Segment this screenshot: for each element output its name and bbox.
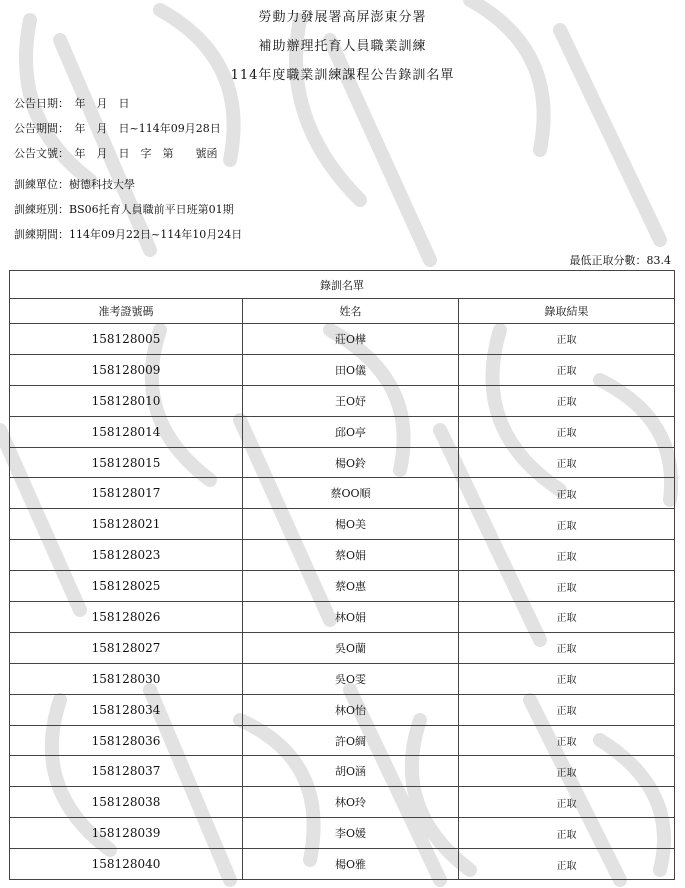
column-header-exam-number: 准考證號碼 xyxy=(10,299,243,324)
result-cell: 正取 xyxy=(459,571,675,602)
column-header-name: 姓名 xyxy=(243,299,459,324)
result-cell: 正取 xyxy=(459,663,675,694)
announcement-date: 公告日期： 年 月 日 xyxy=(14,97,130,110)
name-cell: 李O媛 xyxy=(243,818,459,849)
result-cell: 正取 xyxy=(459,354,675,385)
name-cell: 楊O鈴 xyxy=(243,447,459,478)
result-cell: 正取 xyxy=(459,447,675,478)
exam-number-cell: 158128030 xyxy=(10,663,243,694)
column-header-result: 錄取結果 xyxy=(459,299,675,324)
result-cell: 正取 xyxy=(459,324,675,355)
exam-number-cell: 158128034 xyxy=(10,694,243,725)
training-unit: 訓練單位：樹德科技大學 xyxy=(14,178,135,191)
result-cell: 正取 xyxy=(459,540,675,571)
result-cell: 正取 xyxy=(459,632,675,663)
name-cell: 吳O雯 xyxy=(243,663,459,694)
result-cell: 正取 xyxy=(459,818,675,849)
result-cell: 正取 xyxy=(459,385,675,416)
result-cell: 正取 xyxy=(459,478,675,509)
exam-number-cell: 158128027 xyxy=(10,632,243,663)
table-row xyxy=(10,478,675,509)
program-title: 補助辦理托育人員職業訓練 xyxy=(258,39,427,54)
exam-number-cell: 158128009 xyxy=(10,354,243,385)
table-row xyxy=(10,540,675,571)
result-cell: 正取 xyxy=(459,756,675,787)
exam-number-cell: 158128017 xyxy=(10,478,243,509)
name-cell: 蔡O惠 xyxy=(243,571,459,602)
result-cell: 正取 xyxy=(459,694,675,725)
name-cell: 林O怡 xyxy=(243,694,459,725)
exam-number-cell: 158128005 xyxy=(10,324,243,355)
name-cell: 林O娟 xyxy=(243,602,459,633)
admission-table xyxy=(9,270,675,880)
table-caption: 錄訓名單 xyxy=(10,271,675,299)
exam-number-cell: 158128023 xyxy=(10,540,243,571)
result-cell: 正取 xyxy=(459,416,675,447)
table-body xyxy=(10,324,675,880)
result-cell: 正取 xyxy=(459,509,675,540)
table-row xyxy=(10,385,675,416)
name-cell: 吳O蘭 xyxy=(243,632,459,663)
table-row xyxy=(10,509,675,540)
table-row xyxy=(10,416,675,447)
result-cell: 正取 xyxy=(459,602,675,633)
exam-number-cell: 158128014 xyxy=(10,416,243,447)
name-cell: 蔡O娟 xyxy=(243,540,459,571)
announcement-doc-number: 公告文號： 年 月 日 字 第 號函 xyxy=(14,147,218,160)
exam-number-cell: 158128015 xyxy=(10,447,243,478)
exam-number-cell: 158128038 xyxy=(10,787,243,818)
exam-number-cell: 158128010 xyxy=(10,385,243,416)
table-row xyxy=(10,818,675,849)
result-cell: 正取 xyxy=(459,787,675,818)
table-row xyxy=(10,632,675,663)
exam-number-cell: 158128040 xyxy=(10,849,243,880)
name-cell: 莊O樺 xyxy=(243,324,459,355)
table-row xyxy=(10,447,675,478)
name-cell: 邱O亭 xyxy=(243,416,459,447)
table-row xyxy=(10,787,675,818)
name-cell: 王O妤 xyxy=(243,385,459,416)
table-row xyxy=(10,663,675,694)
exam-number-cell: 158128037 xyxy=(10,756,243,787)
table-row xyxy=(10,849,675,880)
exam-number-cell: 158128025 xyxy=(10,571,243,602)
training-period: 訓練期間：114年09月22日~114年10月24日 xyxy=(14,228,243,241)
name-cell: 胡O涵 xyxy=(243,756,459,787)
table-row xyxy=(10,571,675,602)
result-cell: 正取 xyxy=(459,725,675,756)
table-row xyxy=(10,756,675,787)
announcement-period: 公告期間： 年 月 日~114年09月28日 xyxy=(14,122,221,135)
name-cell: 田O儀 xyxy=(243,354,459,385)
name-cell: 楊O雅 xyxy=(243,849,459,880)
table-row xyxy=(10,324,675,355)
name-cell: 林O玲 xyxy=(243,787,459,818)
name-cell: 蔡OO順 xyxy=(243,478,459,509)
name-cell: 許O綢 xyxy=(243,725,459,756)
exam-number-cell: 158128039 xyxy=(10,818,243,849)
agency-title: 勞動力發展署高屏澎東分署 xyxy=(258,10,427,25)
result-cell: 正取 xyxy=(459,849,675,880)
table-row xyxy=(10,725,675,756)
list-title: 114年度職業訓練課程公告錄訓名單 xyxy=(230,68,455,83)
training-class: 訓練班別：BS06托育人員職前平日班第01期 xyxy=(14,203,234,216)
name-cell: 楊O美 xyxy=(243,509,459,540)
table-row xyxy=(10,602,675,633)
table-row xyxy=(10,694,675,725)
exam-number-cell: 158128021 xyxy=(10,509,243,540)
exam-number-cell: 158128036 xyxy=(10,725,243,756)
exam-number-cell: 158128026 xyxy=(10,602,243,633)
minimum-score: 最低正取分數：83.4 xyxy=(569,254,671,267)
table-row xyxy=(10,354,675,385)
